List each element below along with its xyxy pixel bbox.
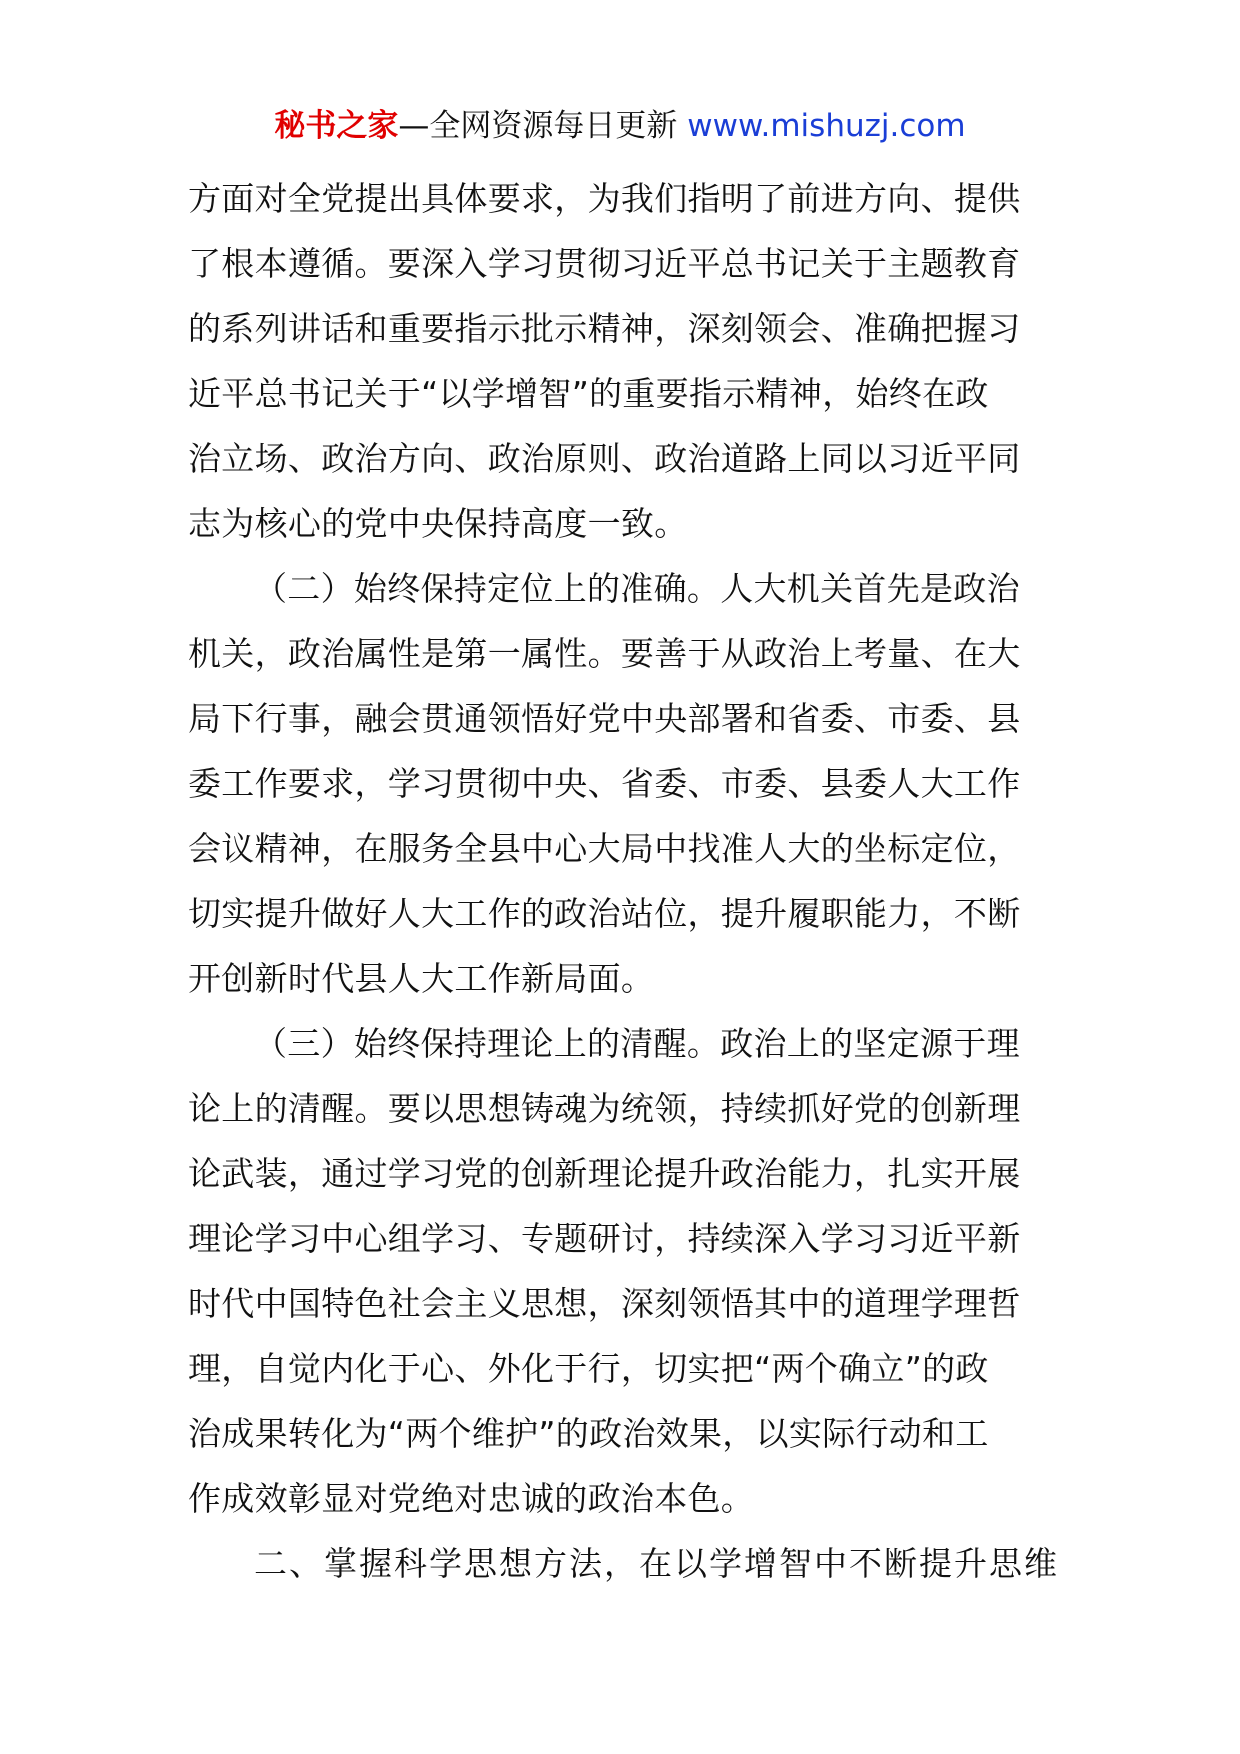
- text-line: 时代中国特色社会主义思想，深刻领悟其中的道理学理哲: [188, 1284, 1021, 1323]
- page-header: [0, 104, 1240, 148]
- text-line: 论武装，通过学习党的创新理论提升政治能力，扎实开展: [188, 1154, 1021, 1193]
- section-heading-line: （二）始终保持定位上的准确。人大机关首先是政治: [254, 569, 1020, 608]
- text-line: 局下行事，融会贯通领悟好党中央部署和省委、市委、县: [188, 699, 1021, 738]
- text-line: 论上的清醒。要以思想铸魂为统领，持续抓好党的创新理: [188, 1089, 1021, 1128]
- text-line: 会议精神，在服务全县中心大局中找准人大的坐标定位，: [188, 829, 1021, 868]
- text-line: 理论学习中心组学习、专题研讨，持续深入学习习近平新: [188, 1219, 1021, 1258]
- text-line: 的系列讲话和重要指示批示精神，深刻领会、准确把握习: [188, 309, 1021, 348]
- text-line: 了根本遵循。要深入学习贯彻习近平总书记关于主题教育: [188, 244, 1021, 283]
- chapter-heading-line: 二、掌握科学思想方法，在以学增智中不断提升思维: [254, 1544, 1059, 1583]
- text-line: 作成效彰显对党绝对忠诚的政治本色。: [188, 1479, 755, 1518]
- text-line: 治成果转化为“两个维护”的政治效果，以实际行动和工: [188, 1414, 989, 1453]
- document-body: [188, 166, 1059, 1596]
- text-line: 方面对全党提出具体要求，为我们指明了前进方向、提供: [188, 179, 1021, 218]
- section-heading-line: （三）始终保持理论上的清醒。政治上的坚定源于理: [254, 1024, 1020, 1063]
- text-line: 切实提升做好人大工作的政治站位，提升履职能力，不断: [188, 894, 1021, 933]
- text-line: 开创新时代县人大工作新局面。: [188, 959, 655, 998]
- header-tagline: —全网资源每日更新: [398, 108, 678, 144]
- text-line: 委工作要求，学习贯彻中央、省委、市委、县委人大工作: [188, 764, 1021, 803]
- text-line: 机关，政治属性是第一属性。要善于从政治上考量、在大: [188, 634, 1021, 673]
- text-line: 治立场、政治方向、政治原则、政治道路上同以习近平同: [188, 439, 1021, 478]
- text-line: 志为核心的党中央保持高度一致。: [188, 504, 688, 543]
- website-link[interactable]: www.mishuzj.com: [687, 108, 966, 144]
- text-line: 理，自觉内化于心、外化于行，切实把“两个确立”的政: [188, 1349, 989, 1388]
- brand-name: 秘书之家: [274, 108, 399, 144]
- text-line: 近平总书记关于“以学增智”的重要指示精神，始终在政: [188, 374, 989, 413]
